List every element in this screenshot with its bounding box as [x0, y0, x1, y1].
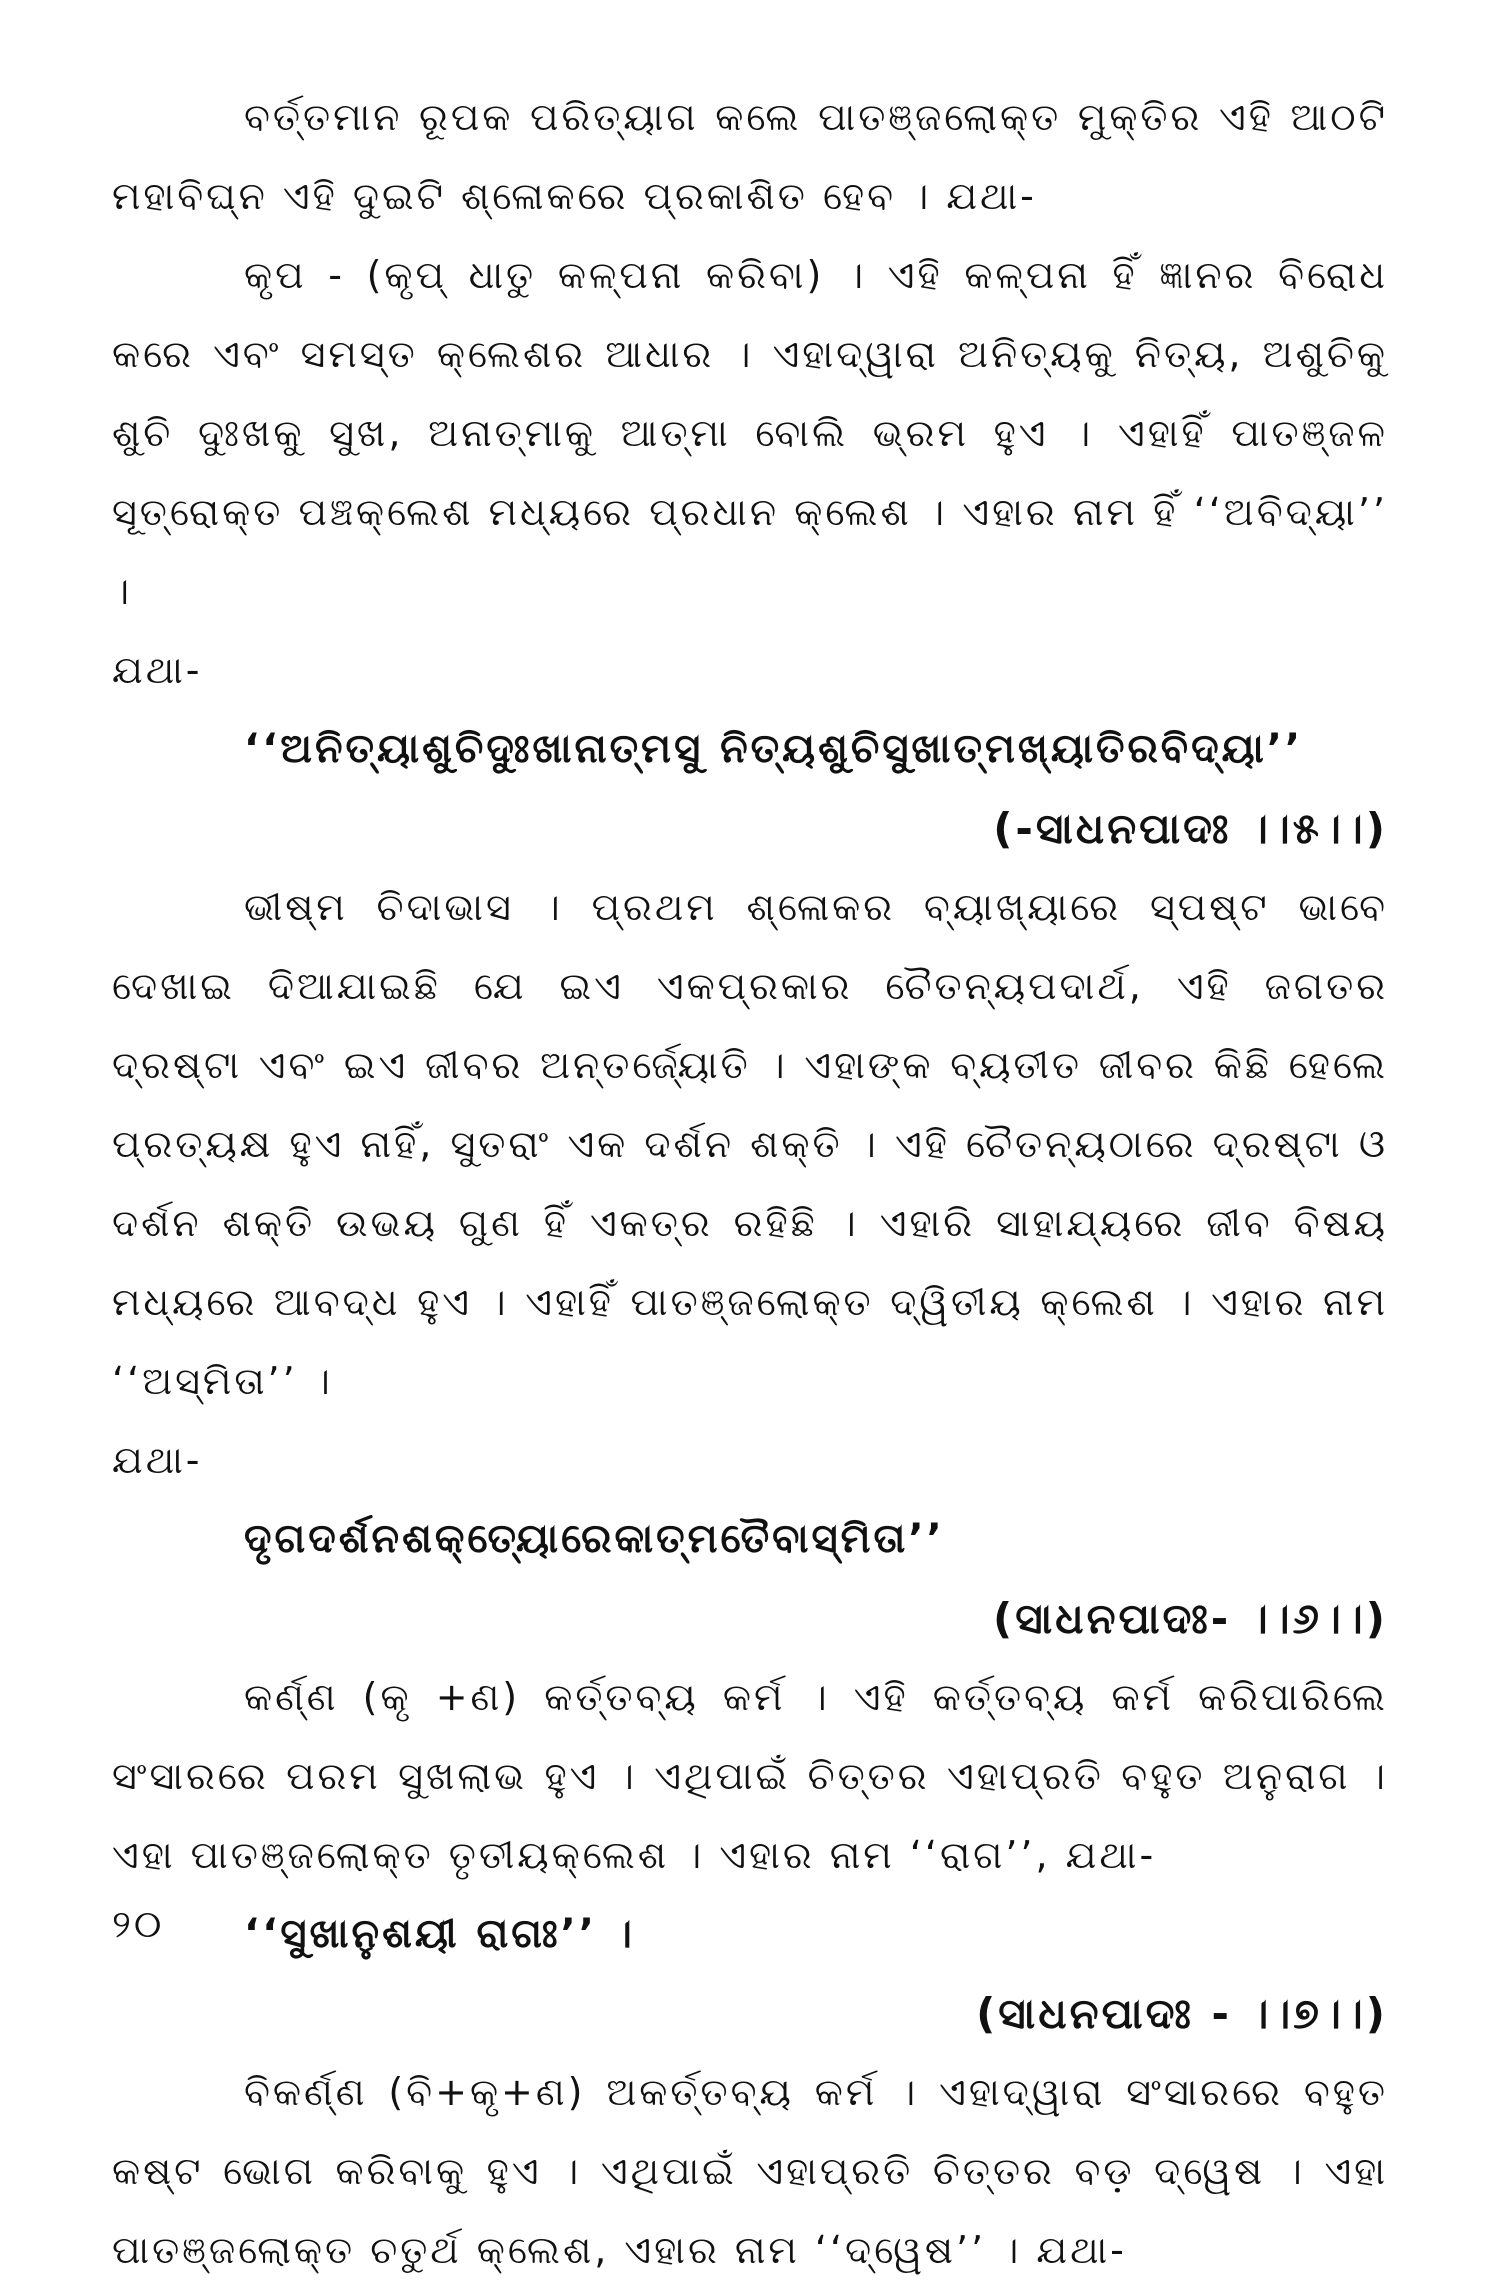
sutra-source-raga: (ସାଧନପାଦଃ - ।।୭।।): [976, 1989, 1388, 2038]
sutra-source-asmita: (ସାଧନପାଦଃ- ।।୬।।): [993, 1594, 1388, 1643]
page-body: [112, 78, 1388, 2290]
sutra-quote-asmita: ଦୃଗଦର୍ଶନଶକ୍ତ୍ୟୋରେକାତ୍ମତୈବାସ୍ମିତା’’: [244, 1516, 945, 1562]
paragraph-karna: କର୍ଣ୍ଣ (କୃ +ଣ) କର୍ତ୍ତବ୍ୟ କର୍ମ । ଏହି କର୍ତ୍ତବ୍ୟ କର୍ମ କରିପାରିଲେ ସଂସାରରେ ପରମ ସୁଖଲାଭ ହୁଏ । ଏଥିପାଇଁ ଚିତ୍ତର ଏହାପ୍ରତି ବହୁତ ଅନୁରାଗ । ଏହା ପାତଞ୍ଜଲୋକ୍ତ ତୃତୀୟକ୍ଲେଶ । ଏହାର ନାମ ‘‘ରାଗ’’, ଯଥା-: [112, 1675, 1388, 1877]
sutra-quote-raga: ‘‘ସୁଖାନୁଶୟୀ ରାଗଃ’’ ।: [244, 1911, 635, 1957]
sutra-source-avidya: (-ସାଧନପାଦଃ ।।୫।।): [993, 804, 1388, 853]
paragraph-kupa: କୃପ - (କୃପ୍ ଧାତୁ କଳ୍ପନା କରିବା) । ଏହି କଳ୍ପନା ହିଁ ଜ୍ଞାନର ବିରୋଧ କରେ ଏବଂ ସମସ୍ତ କ୍ଲେଶର ଆଧାର । ଏହାଦ୍ୱାରା ଅନିତ୍ୟକୁ ନିତ୍ୟ, ଅଶୁଚିକୁ ଶୁଚି ଦୁଃଖକୁ ସୁଖ, ଅନାତ୍ମାକୁ ଆତ୍ମା ବୋଲି ଭ୍ରମ ହୁଏ । ଏହାହିଁ ପାତଞ୍ଜଳ ସୂତ୍ରୋକ୍ତ ପଞ୍ଚକ୍ଲେଶ ମଧ୍ୟରେ ପ୍ରଧାନ କ୍ଲେଶ । ଏହାର ନାମ ହିଁ ‘‘ଅବିଦ୍ୟା’’ ।: [112, 253, 1388, 613]
paragraph-bhishma-tail: ଯଥା-: [112, 1438, 203, 1482]
paragraph-kupa-tail: ଯଥା-: [112, 648, 203, 692]
paragraph-bhishma: ଭୀଷ୍ମ ଚିଦାଭାସ । ପ୍ରଥମ ଶ୍ଳୋକର ବ୍ୟାଖ୍ୟାରେ ସ୍ପଷ୍ଟ ଭାବେ ଦେଖାଇ ଦିଆଯାଇଛି ଯେ ଇଏ ଏକପ୍ରକାର ଚୈତନ୍ୟପଦାର୍ଥ, ଏହି ଜଗତର ଦ୍ରଷ୍ଟା ଏବଂ ଇଏ ଜୀବର ଅନ୍ତର୍ଜ୍ୟୋତି । ଏହାଙ୍କ ବ୍ୟତୀତ ଜୀବର କିଛି ହେଲେ ପ୍ରତ୍ୟକ୍ଷ ହୁଏ ନାହିଁ, ସୁତରାଂ ଏକ ଦର୍ଶନ ଶକ୍ତି । ଏହି ଚୈତନ୍ୟଠାରେ ଦ୍ରଷ୍ଟା ଓ ଦର୍ଶନ ଶକ୍ତି ଉଭୟ ଗୁଣ ହିଁ ଏକତ୍ର ରହିଛି । ଏହାରି ସାହାଯ୍ୟରେ ଜୀବ ବିଷୟ ମଧ୍ୟରେ ଆବଦ୍ଧ ହୁଏ । ଏହାହିଁ ପାତଞ୍ଜଲୋକ୍ତ ଦ୍ୱିତୀୟ କ୍ଲେଶ । ଏହାର ନାମ ‘‘ଅସ୍ମିତା’’ ।: [112, 885, 1388, 1403]
sutra-quote-avidya: ‘‘ଅନିତ୍ୟାଶୁଚିଦୁଃଖାନାତ୍ମସୁ ନିତ୍ୟଶୁଚିସୁଖାତ୍ମଖ୍ୟାତିରବିଦ୍ୟା’’: [244, 726, 1304, 772]
page-number: ୨୦: [112, 1902, 165, 1946]
paragraph-vikarna: ବିକର୍ଣ୍ଣ (ବି+କୃ+ଣ) ଅକର୍ତ୍ତବ୍ୟ କର୍ମ । ଏହାଦ୍ୱାରା ସଂସାରରେ ବହୁତ କଷ୍ଟ ଭୋଗ କରିବାକୁ ହୁଏ । ଏଥିପାଇଁ ଏହାପ୍ରତି ଚିତ୍ତର ବଡ଼ ଦ୍ୱେଷ । ଏହା ପାତଞ୍ଜଲୋକ୍ତ ଚତୁର୍ଥ କ୍ଲେଶ, ଏହାର ନାମ ‘‘ଦ୍ୱେଷ’’ । ଯଥା-: [112, 2070, 1388, 2272]
paragraph-rupaka: ବର୍ତ୍ତମାନ ରୂପକ ପରିତ୍ୟାଗ କଲେ ପାତଞ୍ଜଲୋକ୍ତ ମୁକ୍ତିର ଏହି ଆଠଟି ମହାବିଘ୍ନ ଏହି ଦୁଇଟି ଶ୍ଳୋକରେ ପ୍ରକାଶିତ ହେବ । ଯଥା-: [112, 95, 1388, 218]
